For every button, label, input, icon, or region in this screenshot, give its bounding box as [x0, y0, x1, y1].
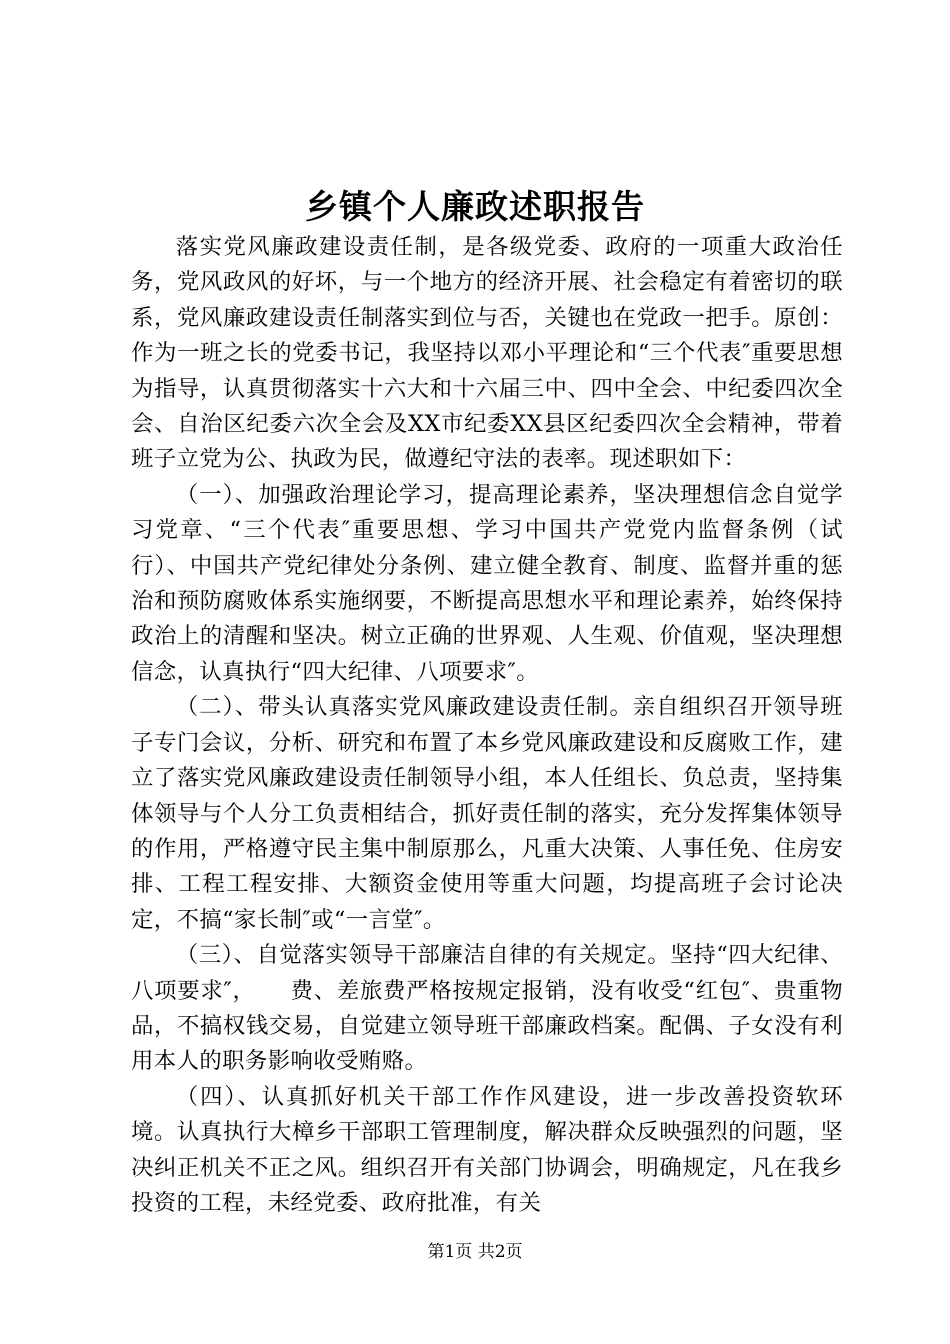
paragraph-section-1: （一）、加强政治理论学习，提高理论素养，坚决理想信念自觉学习党章、“三个代表″重要思想、学习中国共产党党内监督条例（试行）、中国共产党纪律处分条例、建立健全教育、制度、监督并重的惩治和预防腐败体系实施纲要，不断提高思想水平和理论素养，始终保持政治上的清醒和坚决。树立正确的世界观、人生观、价值观，坚决理想信念，认真执行“四大纪律、八项要求″。 — [131, 481, 843, 685]
paragraph-section-2: （二）、带头认真落实党风廉政建设责任制。亲自组织召开领导班子专门会议，分析、研究和布置了本乡党风廉政建设和反腐败工作，建立了落实党风廉政建设责任制领导小组，本人任组长、负总责，坚持集体领导与个人分工负责相结合，抓好责任制的落实，充分发挥集体领导的作用，严格遵守民主集中制原那么，凡重大决策、人事任免、住房安排、工程工程安排、大额资金使用等重大问题，均提高班子会讨论决定，不搞“家长制″或“一言堂″。 — [131, 694, 843, 933]
page-number: 第1页 共2页 — [427, 1242, 523, 1262]
paragraph-intro: 落实党风廉政建设责任制，是各级党委、政府的一项重大政治任务，党风政风的好坏，与一个地方的经济开展、社会稳定有着密切的联系，党风廉政建设责任制落实到位与否，关键也在党政一把手。原创：作为一班之长的党委书记，我坚持以邓小平理论和“三个代表″重要思想为指导，认真贯彻落实十六大和十六届三中、四中全会、中纪委四次全会、自治区纪委六次全会及XX市纪委XX县区纪委四次全会精神，带着班子立党为公、执政为民，做遵纪守法的表率。现述职如下： — [131, 234, 843, 473]
document-body — [131, 230, 843, 1221]
document-title: 乡镇个人廉政述职报告 — [305, 187, 645, 226]
paragraph-section-4: （四）、认真抓好机关干部工作作风建设，进一步改善投资软环境。认真执行大樟乡干部职工管理制度，解决群众反映强烈的问题，坚决纠正机关不正之风。组织召开有关部门协调会，明确规定，凡在我乡投资的工程，未经党委、政府批准，有关 — [131, 1083, 843, 1216]
paragraph-section-3: （三）、自觉落实领导干部廉洁自律的有关规定。坚持“四大纪律、八项要求″， 费、差旅费严格按规定报销，没有收受“红包″、贵重物品，不搞权钱交易，自觉建立领导班干部廉政档案。配偶、子女没有利用本人的职务影响收受贿赂。 — [131, 942, 843, 1075]
